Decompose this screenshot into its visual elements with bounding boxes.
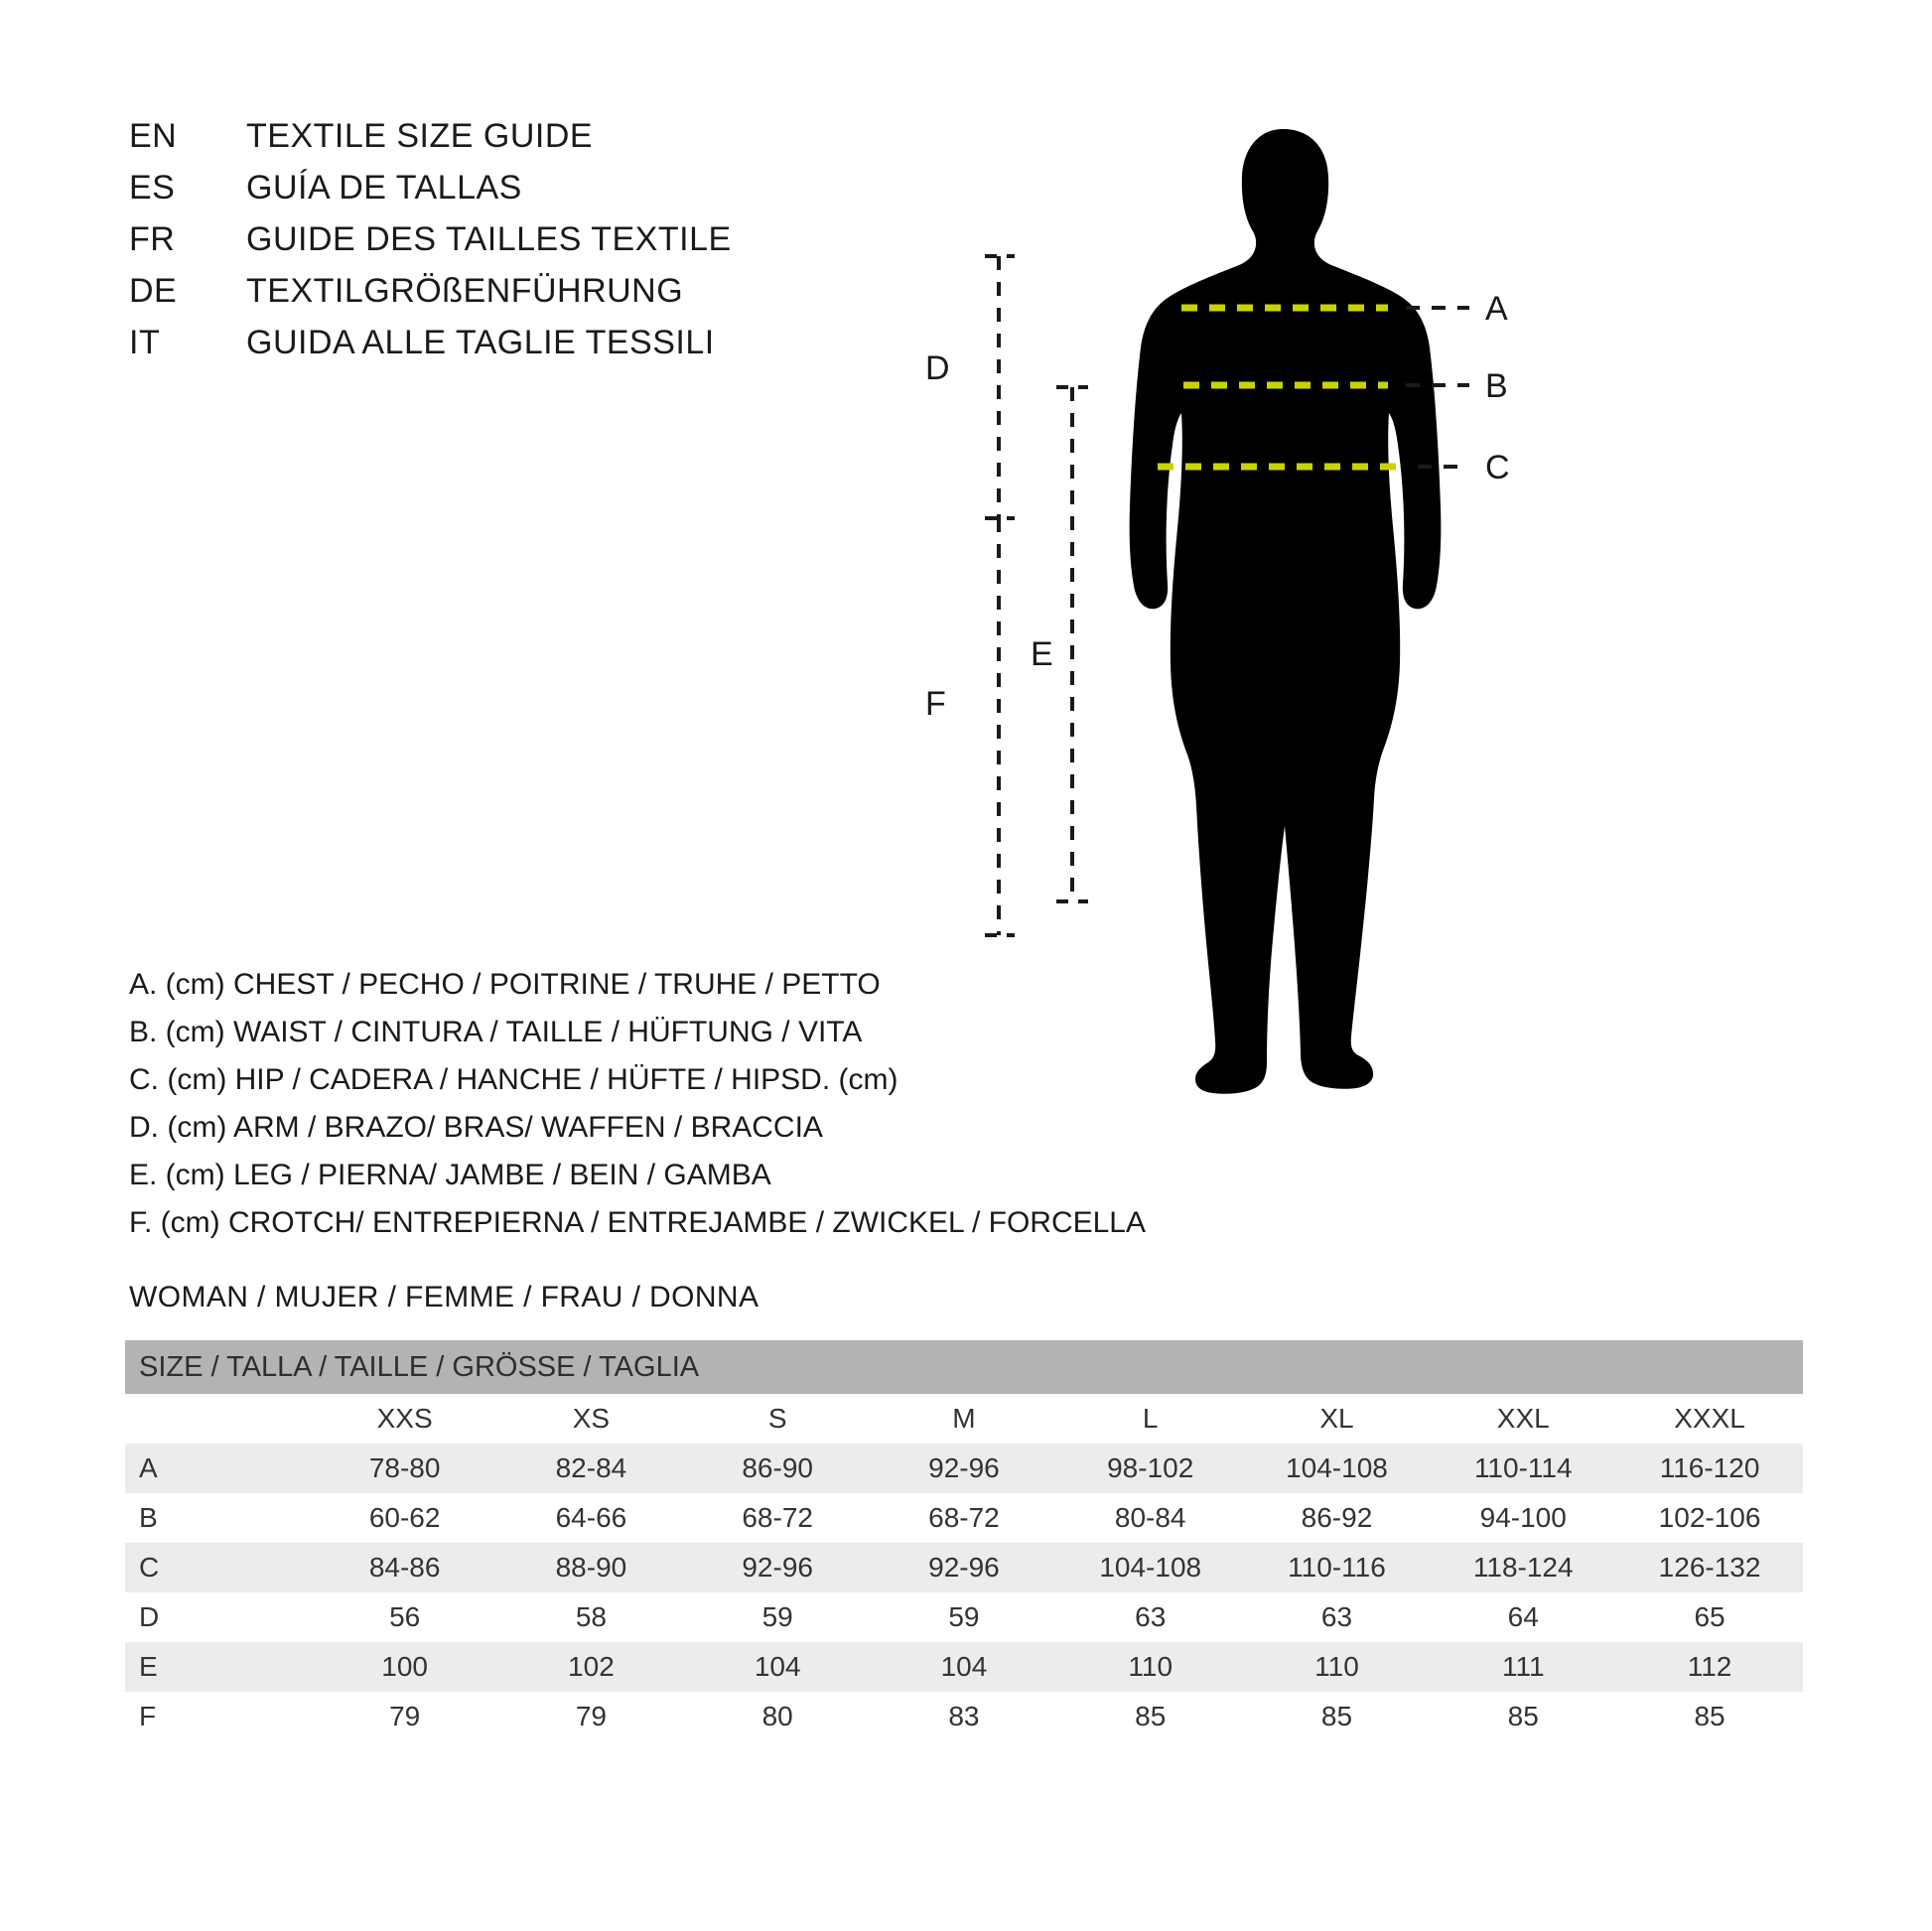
letter-a-label: A <box>1485 290 1508 328</box>
language-code: IT <box>129 324 161 361</box>
table-cell: 63 <box>1320 1601 1353 1632</box>
leg-measure-bracket <box>1056 387 1088 901</box>
table-row <box>125 1493 1803 1543</box>
table-cell: 58 <box>575 1601 607 1632</box>
row-label: C <box>139 1552 160 1583</box>
table-cell: 104 <box>940 1651 988 1682</box>
table-cell: 85 <box>1694 1701 1725 1731</box>
row-label: F <box>139 1701 157 1731</box>
table-cell: 88-90 <box>555 1552 627 1583</box>
letter-d-label: D <box>925 349 950 387</box>
title-row <box>129 117 923 169</box>
table-cell: 79 <box>389 1701 421 1731</box>
table-title: SIZE / TALLA / TAILLE / GRÖSSE / TAGLIA <box>139 1350 700 1383</box>
table-cell: 59 <box>761 1601 793 1632</box>
column-header: M <box>952 1403 976 1434</box>
table-cell: 78-80 <box>368 1452 441 1483</box>
column-header: XS <box>572 1403 611 1434</box>
language-title: GUIDA ALLE TAGLIE TESSILI <box>246 324 715 361</box>
letter-c-label: C <box>1485 449 1510 486</box>
language-title-block <box>129 117 923 375</box>
table-cell: 86-92 <box>1301 1502 1373 1533</box>
table-corner-cell <box>125 1394 312 1444</box>
language-code: FR <box>129 220 176 258</box>
title-row <box>129 220 923 272</box>
language-code: DE <box>129 272 178 310</box>
body-measurement-diagram <box>925 69 1896 1201</box>
table-cell: 60-62 <box>368 1502 441 1533</box>
table-cell: 79 <box>575 1701 607 1731</box>
female-silhouette-icon <box>1130 129 1442 1094</box>
table-cell: 92-96 <box>742 1552 813 1583</box>
table-cell: 102 <box>568 1651 615 1682</box>
column-header: S <box>767 1403 787 1434</box>
title-row <box>129 169 923 220</box>
letter-e-label: E <box>1031 635 1053 673</box>
legend-item-c: C. (cm) HIP / CADERA / HANCHE / HÜFTE / HIPSD. (cm) <box>129 1063 898 1096</box>
table-cell: 80 <box>761 1701 793 1731</box>
table-row <box>125 1642 1803 1692</box>
table-cell: 92-96 <box>928 1552 1000 1583</box>
table-row <box>125 1444 1803 1493</box>
letter-b-label: B <box>1485 367 1508 405</box>
row-label: A <box>139 1452 158 1483</box>
language-code: ES <box>129 169 176 207</box>
table-cell: 64-66 <box>555 1502 627 1533</box>
title-row <box>129 324 923 375</box>
title-row <box>129 272 923 324</box>
language-title: GUIDE DES TAILLES TEXTILE <box>246 220 732 258</box>
table-cell: 68-72 <box>742 1502 813 1533</box>
table-cell: 110 <box>1314 1651 1359 1682</box>
table-cell: 126-132 <box>1658 1552 1761 1583</box>
row-label: D <box>139 1601 160 1632</box>
size-table <box>125 1340 1803 1741</box>
table-cell: 64 <box>1507 1601 1539 1632</box>
table-cell: 110-116 <box>1288 1552 1386 1583</box>
table-cell: 85 <box>1320 1701 1353 1731</box>
table-cell: 116-120 <box>1659 1452 1760 1483</box>
table-cell: 56 <box>389 1601 421 1632</box>
table-cell: 83 <box>948 1701 980 1731</box>
table-cell: 94-100 <box>1479 1502 1567 1533</box>
table-cell: 104-108 <box>1099 1552 1202 1583</box>
table-cell: 80-84 <box>1114 1502 1186 1533</box>
column-header: XXS <box>376 1403 433 1434</box>
table-row <box>125 1543 1803 1592</box>
table-row <box>125 1592 1803 1642</box>
table-cell: 110 <box>1128 1651 1173 1682</box>
column-header: XL <box>1319 1403 1354 1434</box>
table-cell: 65 <box>1694 1601 1725 1632</box>
row-label: E <box>139 1651 158 1682</box>
legend-item-f: F. (cm) CROTCH/ ENTREPIERNA / ENTREJAMBE / ZWICKEL / FORCELLA <box>129 1206 1146 1239</box>
section-label-woman: WOMAN / MUJER / FEMME / FRAU / DONNA <box>129 1281 759 1313</box>
table-row <box>125 1692 1803 1741</box>
row-label: B <box>139 1502 158 1533</box>
table-cell: 102-106 <box>1658 1502 1761 1533</box>
table-title-row <box>125 1340 1803 1394</box>
table-cell: 86-90 <box>742 1452 813 1483</box>
language-title: TEXTILGRÖßENFÜHRUNG <box>246 272 684 310</box>
table-cell: 85 <box>1135 1701 1167 1731</box>
table-cell: 63 <box>1135 1601 1167 1632</box>
table-cell: 59 <box>948 1601 980 1632</box>
crotch-measure-bracket <box>985 518 1015 935</box>
language-title: GUÍA DE TALLAS <box>246 169 522 207</box>
arm-measure-bracket <box>985 256 1015 518</box>
table-cell: 92-96 <box>928 1452 1000 1483</box>
table-cell: 111 <box>1501 1651 1545 1682</box>
table-cell: 84-86 <box>368 1552 441 1583</box>
table-cell: 104 <box>754 1651 801 1682</box>
column-header: XXXL <box>1674 1403 1745 1434</box>
column-header: L <box>1142 1403 1159 1434</box>
letter-f-label: F <box>925 685 946 723</box>
table-cell: 98-102 <box>1107 1452 1194 1483</box>
legend-item-b: B. (cm) WAIST / CINTURA / TAILLE / HÜFTUNG / VITA <box>129 1016 863 1048</box>
table-cell: 112 <box>1687 1651 1732 1682</box>
table-cell: 110-114 <box>1473 1452 1573 1483</box>
table-cell: 118-124 <box>1472 1552 1574 1583</box>
table-cell: 82-84 <box>555 1452 627 1483</box>
language-code: EN <box>129 117 178 155</box>
legend-item-d: D. (cm) ARM / BRAZO/ BRAS/ WAFFEN / BRACCIA <box>129 1111 823 1144</box>
table-cell: 100 <box>381 1651 428 1682</box>
table-cell: 85 <box>1507 1701 1539 1731</box>
legend-item-e: E. (cm) LEG / PIERNA/ JAMBE / BEIN / GAMBA <box>129 1159 771 1191</box>
table-cell: 68-72 <box>928 1502 1000 1533</box>
legend-item-a: A. (cm) CHEST / PECHO / POITRINE / TRUHE / PETTO <box>129 968 881 1001</box>
table-header-row <box>125 1394 1803 1444</box>
language-title: TEXTILE SIZE GUIDE <box>246 117 594 155</box>
table-cell: 104-108 <box>1286 1452 1388 1483</box>
column-header: XXL <box>1496 1403 1550 1434</box>
